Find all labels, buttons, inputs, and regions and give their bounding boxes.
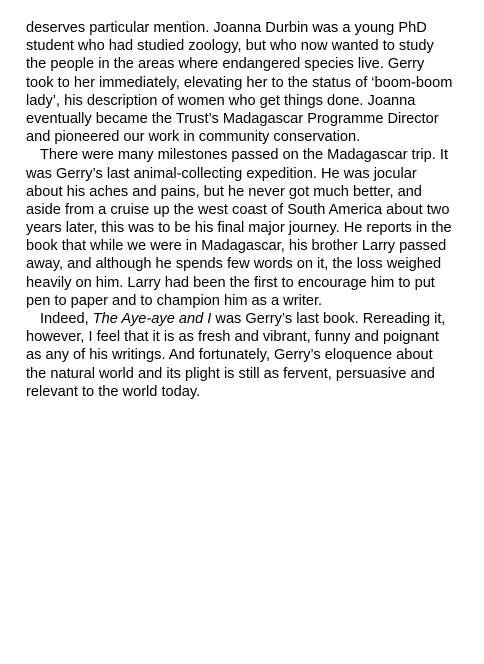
text-line: was Gerry’s last animal-collecting expedition. He was jocular [26,165,417,182]
text-line: the people in the areas where endangered species live. Gerry [26,56,425,73]
text-line: lady’, his description of women who get things done. Joanna [26,92,416,109]
book-title: The Aye-aye and I [92,311,212,327]
text-line: deserves particular mention. Joanna Durbin was a young PhD [26,20,427,36]
paragraph-3 [26,310,466,401]
text-line: about his aches and pains, but he never got much better, and [26,183,422,200]
text-line: student who had studied zoology, but who now wanted to study [26,38,434,55]
text-line: away, and although he spends few words on it, the loss weighed [26,256,442,273]
paragraph-1 [26,19,466,146]
text-line [26,310,466,328]
text-line: the natural world and its plight is still as fervent, persuasive and [26,365,435,382]
text-fragment: Indeed, [40,311,93,327]
text-line: There were many milestones passed on the Madagascar trip. It [40,147,449,164]
text-line: and pioneered our work in community conservation. [26,129,361,146]
body-text [26,19,466,401]
text-line: relevant to the world today. [26,383,201,400]
text-line: years later, this was to be his final major journey. He reports in the [26,220,452,237]
text-line: aside from a cruise up the west coast of South America about two [26,201,450,218]
paragraph-2 [26,146,466,310]
text-line: took to her immediately, elevating her to the status of ‘boom-boom [26,74,453,91]
text-line: book that while we were in Madagascar, his brother Larry passed [26,238,447,255]
text-line: as any of his writings. And fortunately, Gerry’s eloquence about [26,347,433,364]
text-line: eventually became the Trust’s Madagascar Programme Director [26,110,439,127]
text-line: pen to paper and to champion him as a writer. [26,292,323,309]
text-fragment: was Gerry’s last book. Rereading it, [211,311,446,327]
text-line: however, I feel that it is as fresh and vibrant, funny and poignant [26,329,439,346]
text-line: heavily on him. Larry had been the first to encourage him to put [26,274,435,291]
